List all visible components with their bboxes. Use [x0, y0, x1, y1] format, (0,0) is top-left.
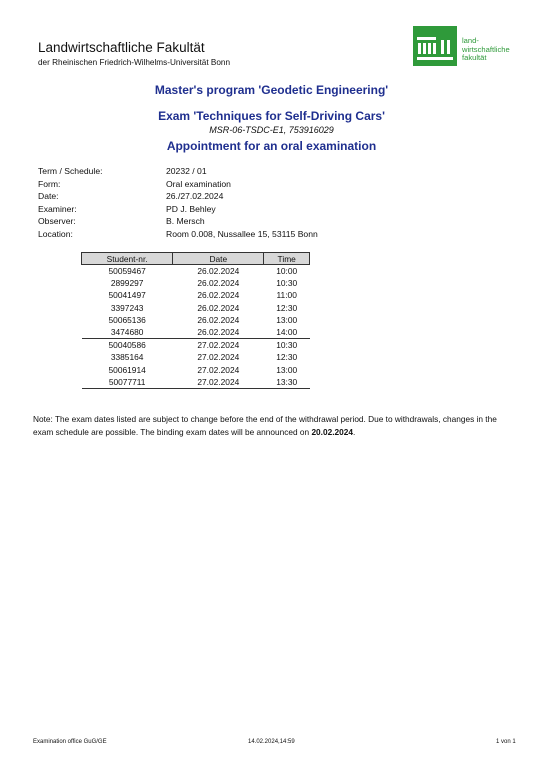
cell-date: 26.02.2024	[197, 314, 240, 325]
schedule-table	[81, 252, 310, 389]
cell-student: 50065136	[108, 314, 146, 325]
cell-date: 26.02.2024	[197, 266, 240, 276]
table-row	[82, 314, 310, 326]
cell-student: 3474680	[110, 327, 144, 338]
cell-time: 13:00	[276, 364, 298, 375]
note-announcement-date: 20.02.2024	[311, 427, 353, 437]
logo-text	[462, 37, 510, 63]
cell-date: 26.02.2024	[197, 290, 240, 301]
cell-time: 10:30	[276, 278, 298, 289]
logo-text-line: fakultät	[462, 53, 487, 63]
faculty-name: Landwirtschaftliche Fakultät	[38, 40, 205, 55]
cell-date: 26.02.2024	[197, 302, 240, 313]
cell-date: 26.02.2024	[197, 278, 240, 289]
note-end: .	[352, 427, 356, 437]
exam-code: MSR-06-TSDC-E1, 753916029	[209, 125, 334, 135]
info-value: B. Mersch	[166, 216, 205, 227]
table-row	[82, 265, 310, 278]
info-row	[38, 229, 318, 242]
column-header-student: Student-nr.	[82, 253, 173, 265]
table-header-row	[82, 253, 310, 265]
info-row	[38, 216, 318, 229]
cell-student: 2899297	[110, 278, 144, 289]
info-value: Oral examination	[166, 178, 231, 189]
cell-date: 26.02.2024	[197, 327, 240, 338]
info-row	[38, 179, 318, 192]
cell-time: 12:30	[276, 352, 298, 363]
footer-office: Examination office GuG/GE	[33, 739, 107, 745]
exam-title: Exam 'Techniques for Self-Driving Cars'	[158, 109, 385, 123]
program-title: Master's program 'Geodetic Engineering'	[154, 83, 389, 97]
cell-student: 3385164	[110, 352, 144, 363]
note-paragraph	[33, 413, 518, 439]
cell-date: 27.02.2024	[173, 339, 264, 352]
cell-student: 50041497	[108, 290, 146, 301]
info-value: Room 0.008, Nussallee 15, 53115 Bonn	[166, 228, 318, 239]
table-row	[82, 364, 310, 376]
cell-date: 27.02.2024	[173, 376, 264, 389]
table-row	[82, 339, 310, 352]
info-label: Term / Schedule:	[38, 166, 103, 176]
info-value: PD J. Behley	[166, 203, 216, 214]
table-row	[82, 302, 310, 314]
cell-student: 50061914	[108, 364, 146, 375]
cell-time: 13:30	[264, 376, 310, 389]
faculty-logo	[411, 26, 526, 66]
logo-text-line: land-	[462, 36, 479, 45]
column-header-time: Time	[264, 253, 310, 265]
exam-info	[38, 166, 318, 242]
info-label: Form:	[38, 178, 61, 189]
table-row	[82, 376, 310, 389]
logo-text-line: wirtschaftliche	[462, 44, 510, 54]
table-row	[82, 289, 310, 301]
info-row	[38, 191, 318, 204]
note-text: Note: The exam dates listed are subject to change before the end of the withdrawal period. Due to withdrawals, changes in the exam schedule are possible. The binding exam dates will be announced on	[33, 414, 497, 437]
cell-date: 27.02.2024	[197, 352, 240, 363]
cell-student: 50077711	[82, 376, 173, 389]
cell-time: 14:00	[276, 327, 298, 338]
table-row	[82, 277, 310, 289]
info-label: Location:	[38, 228, 73, 239]
faculty-building-icon	[411, 26, 459, 66]
info-row	[38, 204, 318, 217]
info-label: Date:	[38, 191, 59, 202]
cell-time: 10:30	[264, 339, 310, 352]
info-row	[38, 166, 318, 179]
cell-student: 50059467	[108, 266, 146, 276]
info-value: 20232 / 01	[166, 166, 207, 176]
cell-date: 27.02.2024	[197, 364, 240, 375]
cell-time: 12:30	[276, 302, 298, 313]
cell-student: 3397243	[110, 302, 144, 313]
university-name: der Rheinischen Friedrich-Wilhelms-Universität Bonn	[38, 58, 231, 67]
table-row	[82, 351, 310, 363]
info-value: 26./27.02.2024	[166, 191, 224, 202]
appointment-title: Appointment for an oral examination	[166, 139, 377, 153]
footer-timestamp: 14.02.2024,14:59	[248, 739, 295, 745]
column-header-date: Date	[173, 253, 264, 265]
info-label: Observer:	[38, 216, 76, 227]
cell-time: 11:00	[276, 290, 297, 301]
cell-time: 13:00	[276, 314, 298, 325]
table-row	[82, 326, 310, 339]
cell-student: 50040586	[82, 339, 173, 352]
info-label: Examiner:	[38, 203, 77, 214]
footer-page-number: 1 von 1	[496, 739, 516, 745]
cell-time: 10:00	[276, 266, 298, 276]
